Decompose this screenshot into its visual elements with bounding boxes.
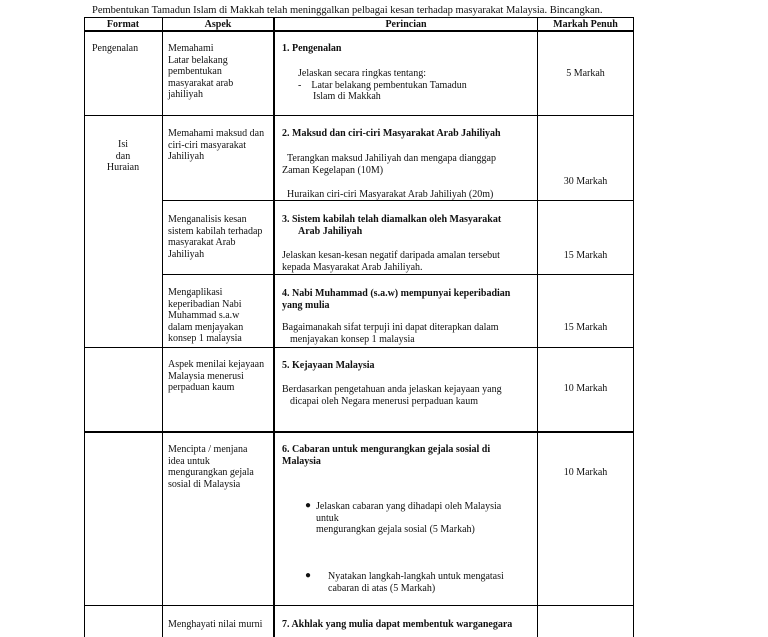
perincian-body-5: Berdasarkan pengetahuan anda jelaskan kejayaan yang dicapai oleh Negara menerusi perpaduan kaum [282,384,502,407]
column-divider [162,17,163,637]
header-aspek: Aspek [204,19,232,30]
question-intro: Pembentukan Tamadun Islam di Makkah telah meninggalkan pelbagai kesan terhadap masyarakat Malaysia. Bincangkan. [92,5,603,16]
perincian-body-2a: Terangkan maksud Jahiliyah dan mengapa dianggap Zaman Kegelapan (10M) [282,153,496,176]
perincian-title-1: 1. Pengenalan [282,43,342,54]
row-divider [162,274,634,275]
perincian-body-3: Jelaskan kesan-kesan negatif daripada amalan tersebut kepada Masyarakat Arab Jahiliyah. [282,250,500,273]
table-border-left [84,17,85,637]
markah-row-3: 15 Markah [563,250,608,261]
perincian-body-1: Jelaskan secara ringkas tentang: - Latar belakang pembentukan Tamadun Islam di Makkah [298,68,467,102]
aspek-row-2: Memahami maksud dan ciri-ciri masyarakat Jahiliyah [168,128,265,162]
aspek-row-4: Mengaplikasi keperibadian Nabi Muhammad s.a.w dalam menjayakan konsep 1 malaysia [168,287,244,344]
row-divider [84,605,634,606]
aspek-row-1: Memahami Latar belakang pembentukan masyarakat arab jahiliyah [168,43,234,100]
markah-row-6: 10 Markah [563,467,608,478]
aspek-row-5: Aspek menilai kejayaan Malaysia menerusi perpaduan kaum [168,359,265,393]
aspek-row-3: Menganalisis kesan sistem kabilah terhadap masyarakat Arab Jahiliyah [168,214,263,260]
header-markah-penuh: Markah Penuh [553,19,618,30]
aspek-row-6: Mencipta / menjana idea untuk mengurangkan gejala sosial di Malaysia [168,444,254,490]
header-format: Format [106,19,140,30]
markah-row-5: 10 Markah [563,383,608,394]
perincian-title-3: 3. Sistem kabilah telah diamalkan oleh Masyarakat Arab Jahiliyah [282,214,502,237]
markah-row-4: 15 Markah [563,322,608,333]
perincian-title-5: 5. Kejayaan Malaysia [282,360,375,371]
format-isi-dan-huraian: Isi dan Huraian [106,139,140,173]
bullet-icon: ● [305,500,312,511]
row-divider [84,115,634,116]
header-divider [84,30,634,32]
marking-scheme-table [84,17,634,637]
perincian-bullet-6a-cont: mengurangkan gejala sosial (5 Markah) [316,524,475,535]
format-pengenalan: Pengenalan [92,43,139,54]
bullet-icon: ● [305,570,312,581]
header-perincian: Perincian [385,19,427,30]
table-border-top [84,17,634,18]
perincian-body-4: Bagaimanakah sifat terpuji ini dapat diterapkan dalam menjayakan konsep 1 malaysia [282,322,499,345]
table-border-right [633,17,634,637]
perincian-body-2b: Huraikan ciri-ciri Masyarakat Arab Jahiliyah (20m) [287,189,494,200]
column-divider [273,17,275,637]
markah-row-2: 30 Markah [563,176,608,187]
row-divider [84,347,634,348]
perincian-title-7: 7. Akhlak yang mulia dapat membentuk warganegara [282,619,513,630]
aspek-row-7: Menghayati nilai murni [168,619,263,630]
perincian-bullet-6a: Jelaskan cabaran yang dihadapi oleh Malaysia untuk [316,501,502,524]
perincian-title-2: 2. Maksud dan ciri-ciri Masyarakat Arab Jahiliyah [282,128,501,139]
row-divider [84,431,634,433]
markah-row-1: 5 Markah [566,68,605,79]
perincian-bullet-6b: Nyatakan langkah-langkah untuk mengatasi cabaran di atas (5 Markah) [328,571,504,594]
perincian-title-4: 4. Nabi Muhammad (s.a.w) mempunyai keperibadian yang mulia [282,288,511,311]
perincian-title-6: 6. Cabaran untuk mengurangkan gejala sosial di Malaysia [282,444,491,467]
